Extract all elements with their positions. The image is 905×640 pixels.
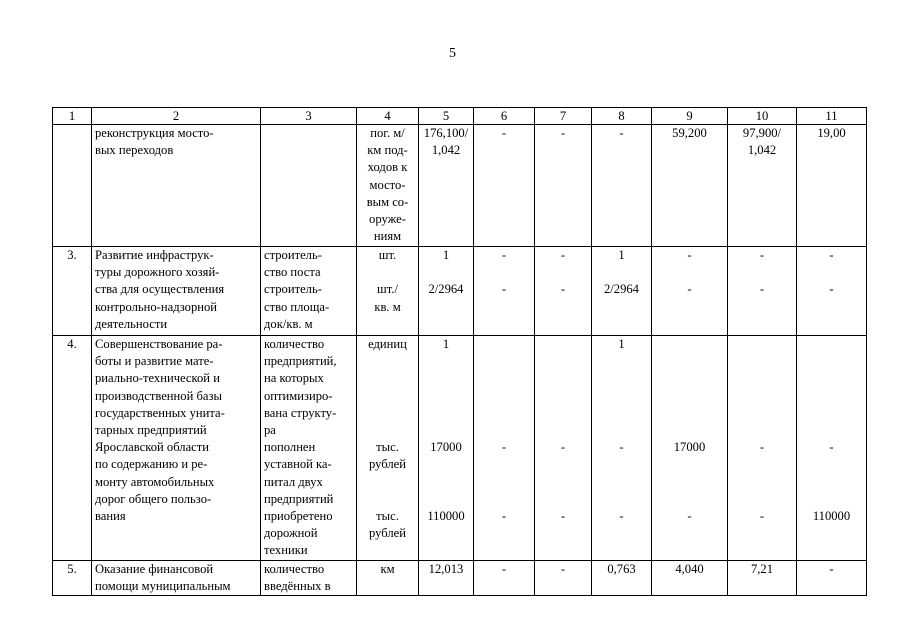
page-number: 5 xyxy=(449,46,456,61)
value-cell: 4,040 xyxy=(652,561,728,596)
column-header: 8 xyxy=(592,108,652,125)
header-row xyxy=(53,108,867,125)
value-cell: 12,013 xyxy=(419,561,474,596)
column-header: 9 xyxy=(652,108,728,125)
table-row xyxy=(53,247,867,336)
indicator-cell: количество предприятий, на которых оптимизиро- вана структу- ра пополнен уставной ка- питал двух предприятий приобретено дорожной техники xyxy=(261,336,357,561)
value-cell: 59,200 xyxy=(652,125,728,247)
value-cell: - xyxy=(535,125,592,247)
value-cell: - xyxy=(535,561,592,596)
column-header: 4 xyxy=(357,108,419,125)
activity-cell: Оказание финансовой помощи муниципальным xyxy=(92,561,261,596)
unit-cell: шт. шт./ кв. м xyxy=(357,247,419,336)
value-cell: - xyxy=(797,561,867,596)
value-cell: 7,21 xyxy=(728,561,797,596)
value-cell: 1 17000 110000 xyxy=(419,336,474,561)
value-cell: 1 - - xyxy=(592,336,652,561)
column-header: 3 xyxy=(261,108,357,125)
value-cell: - xyxy=(592,125,652,247)
row-number: 4. xyxy=(53,336,92,561)
value-cell: 176,100/ 1,042 xyxy=(419,125,474,247)
column-header: 11 xyxy=(797,108,867,125)
column-header: 2 xyxy=(92,108,261,125)
value-cell: 0,763 xyxy=(592,561,652,596)
column-header: 6 xyxy=(474,108,535,125)
table-row xyxy=(53,336,867,561)
value-cell: - - xyxy=(652,247,728,336)
unit-cell: единиц тыс. рублей тыс. рублей xyxy=(357,336,419,561)
value-cell: - - xyxy=(474,336,535,561)
activity-cell: Совершенствование ра- боты и развитие мате- риально-технической и производственной базы государственных унита- тарных предприятий Ярославской области по содержанию и ре- монту автомобильных дорог общего пользо- вания xyxy=(92,336,261,561)
unit-cell: пог. м/ км под- ходов к мосто- вым со- оруже- ниям xyxy=(357,125,419,247)
value-cell: 1 2/2964 xyxy=(592,247,652,336)
value-cell: 1 2/2964 xyxy=(419,247,474,336)
value-cell: - 110000 xyxy=(797,336,867,561)
unit-cell: км xyxy=(357,561,419,596)
value-cell: - - xyxy=(728,336,797,561)
indicator-cell xyxy=(261,125,357,247)
value-cell: - xyxy=(474,125,535,247)
value-cell: 19,00 xyxy=(797,125,867,247)
row-number: 5. xyxy=(53,561,92,596)
table-row xyxy=(53,125,867,247)
column-header: 1 xyxy=(53,108,92,125)
value-cell: 97,900/ 1,042 xyxy=(728,125,797,247)
value-cell: - - xyxy=(728,247,797,336)
column-header: 7 xyxy=(535,108,592,125)
column-header: 10 xyxy=(728,108,797,125)
table-row xyxy=(53,561,867,596)
activity-cell: реконструкция мосто- вых переходов xyxy=(92,125,261,247)
activity-cell: Развитие инфраструк- туры дорожного хозяй- ства для осуществления контрольно-надзорной деятельности xyxy=(92,247,261,336)
value-cell: - - xyxy=(797,247,867,336)
column-header: 5 xyxy=(419,108,474,125)
value-cell: 17000 - xyxy=(652,336,728,561)
indicator-cell: строитель- ство поста строитель- ство площа- док/кв. м xyxy=(261,247,357,336)
value-cell: - - xyxy=(535,336,592,561)
row-number: 3. xyxy=(53,247,92,336)
value-cell: - - xyxy=(474,247,535,336)
indicator-cell: количество введённых в xyxy=(261,561,357,596)
value-cell: - - xyxy=(535,247,592,336)
data-table xyxy=(52,107,867,596)
value-cell: - xyxy=(474,561,535,596)
row-number xyxy=(53,125,92,247)
